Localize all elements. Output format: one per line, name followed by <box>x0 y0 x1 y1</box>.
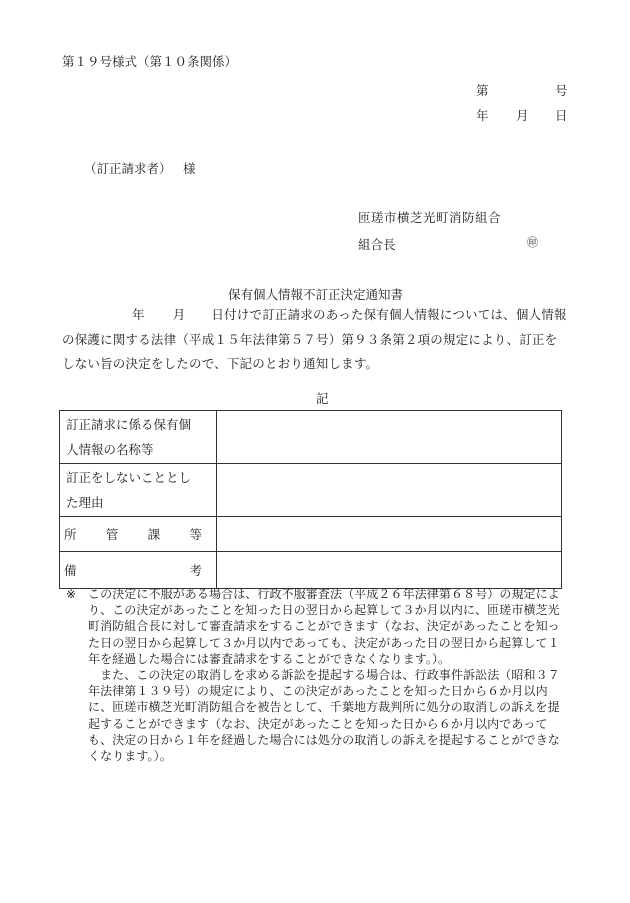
body-year: 年 <box>132 307 145 322</box>
info-table <box>59 410 562 589</box>
value-cell-subject[interactable] <box>217 411 562 464</box>
label-cell-subject <box>60 411 217 464</box>
label-char: 管 <box>105 526 119 542</box>
table-row <box>60 464 562 517</box>
body-paragraph <box>62 303 570 377</box>
date-month-label: 月 <box>516 108 529 123</box>
label-line: 人情報の名称等 <box>66 442 154 457</box>
table-row <box>60 411 562 464</box>
table-row <box>60 552 562 589</box>
label-char: 所 <box>64 526 77 542</box>
document-title: 保有個人情報不訂正決定通知書 <box>228 287 404 302</box>
label-char: 等 <box>189 526 202 542</box>
issuer-title: 組合長 <box>358 237 396 252</box>
value-cell-reason[interactable] <box>217 464 562 517</box>
label-cell-remarks <box>60 552 217 589</box>
body-line-1 <box>62 303 570 328</box>
label-line: た理由 <box>66 495 104 510</box>
label-char: 考 <box>189 562 202 578</box>
body-line-2: の保護に関する法律（平成１５年法律第５７号）第９３条第２項の規定により、訂正を <box>62 331 558 347</box>
note-paragraph-2: また、この決定の取消しを求める訴訟を提起する場合は、行政事件訴訟法（昭和３７年法律第１３９号）の規定により、この決定があったことを知った日から６か月以内に、匝瑳市横芝光町消防組合を被告として、千葉地方裁判所に処分の取消しの訴えを提起することができます（なお、決定があったことを知った日から６か月以内であっても、決定の日から１年を経過した場合には処分の取消しの訴えを提起することができなくなります。）。 <box>88 668 560 764</box>
label-line: 訂正請求に係る保有個 <box>66 417 192 432</box>
addressee-name: （訂正請求者） <box>84 161 172 176</box>
label-line: 訂正をしないこととし <box>66 470 192 485</box>
seal-icon: ㊞ <box>527 236 538 249</box>
document-number-label: 第 <box>476 83 489 98</box>
table-row <box>60 517 562 552</box>
value-cell-department[interactable] <box>217 517 562 552</box>
value-cell-remarks[interactable] <box>217 552 562 589</box>
note-paragraph-1 <box>66 586 566 667</box>
notes-section <box>66 586 566 764</box>
date-day-label: 日 <box>555 108 568 123</box>
label-cell-reason <box>60 464 217 517</box>
label-cell-department <box>60 517 217 552</box>
document-number-suffix: 号 <box>555 83 568 98</box>
date-year-label: 年 <box>476 108 489 123</box>
label-char: 備 <box>64 562 77 578</box>
form-number: 第１９号様式（第１０条関係） <box>62 54 238 69</box>
addressee-honorific: 様 <box>183 161 196 176</box>
body-month: 月 <box>172 307 186 322</box>
note-text-1: この決定に不服がある場合は、行政不服審査法（平成２６年法律第６８号）の規定により、この決定があったことを知った日の翌日から起算して３か月以内に、匝瑳市横芝光町消防組合長に対して審査請求をすることができます（なお、決定があったことを知った日の翌日から起算して３か月以内であっても、決定があった日の翌日から起算して１年を経過した場合には審査請求をすることができなくなります。）。 <box>88 587 560 666</box>
note-mark: ※ <box>66 587 77 601</box>
body-line-1-rest: 日付けで訂正請求のあった保有個人情報については、個人情報 <box>211 307 567 322</box>
issuer-organization: 匝瑳市横芝光町消防組合 <box>358 210 502 225</box>
body-line-3: しない旨の決定をしたので、下記のとおり通知します。 <box>62 356 379 371</box>
label-char: 課 <box>147 526 161 542</box>
ki-heading: 記 <box>316 391 329 406</box>
